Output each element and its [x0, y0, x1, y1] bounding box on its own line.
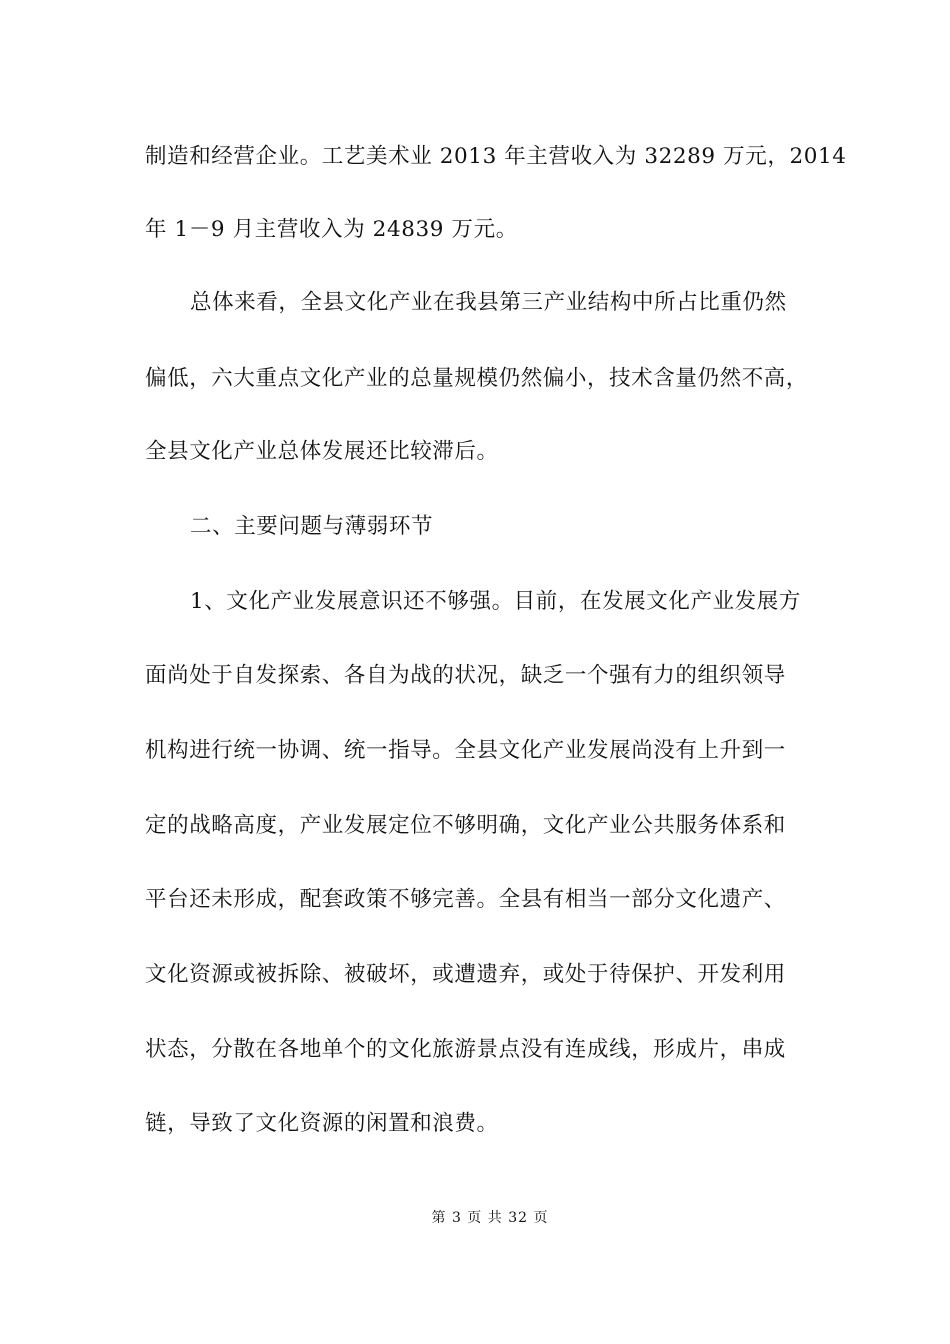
page-number-footer: 第 3 页 共 32 页 [431, 1210, 549, 1226]
text-line: 文化资源或被拆除、被破坏，或遭遗弃，或处于待保护、开发利用 [145, 962, 786, 987]
text-line: 定的战略高度，产业发展定位不够明确，文化产业公共服务体系和 [145, 813, 786, 838]
section-heading: 二、主要问题与薄弱环节 [190, 514, 434, 539]
text-line: 制造和经营企业。工艺美术业 2013 年主营收入为 32289 万元，2014 [145, 144, 847, 169]
text-line: 状态，分散在各地单个的文化旅游景点没有连成线，形成片，串成 [145, 1037, 786, 1062]
paragraph-first-line: 总体来看，全县文化产业在我县第三产业结构中所占比重仍然 [190, 290, 787, 315]
text-line: 平台还未形成，配套政策不够完善。全县有相当一部分文化遗产、 [145, 887, 786, 912]
text-line: 偏低，六大重点文化产业的总量规模仍然偏小，技术含量仍然不高， [145, 366, 809, 391]
text-line: 年 1－9 月主营收入为 24839 万元。 [145, 217, 518, 242]
text-line: 链，导致了文化资源的闲置和浪费。 [145, 1111, 499, 1136]
text-line: 全县文化产业总体发展还比较滞后。 [145, 439, 499, 464]
text-line: 机构进行统一协调、统一指导。全县文化产业发展尚没有上升到一 [145, 738, 786, 763]
text-line: 面尚处于自发探索、各自为战的状况，缺乏一个强有力的组织领导 [145, 663, 786, 688]
paragraph-first-line: 1、文化产业发展意识还不够强。目前，在发展文化产业发展方 [190, 589, 801, 614]
